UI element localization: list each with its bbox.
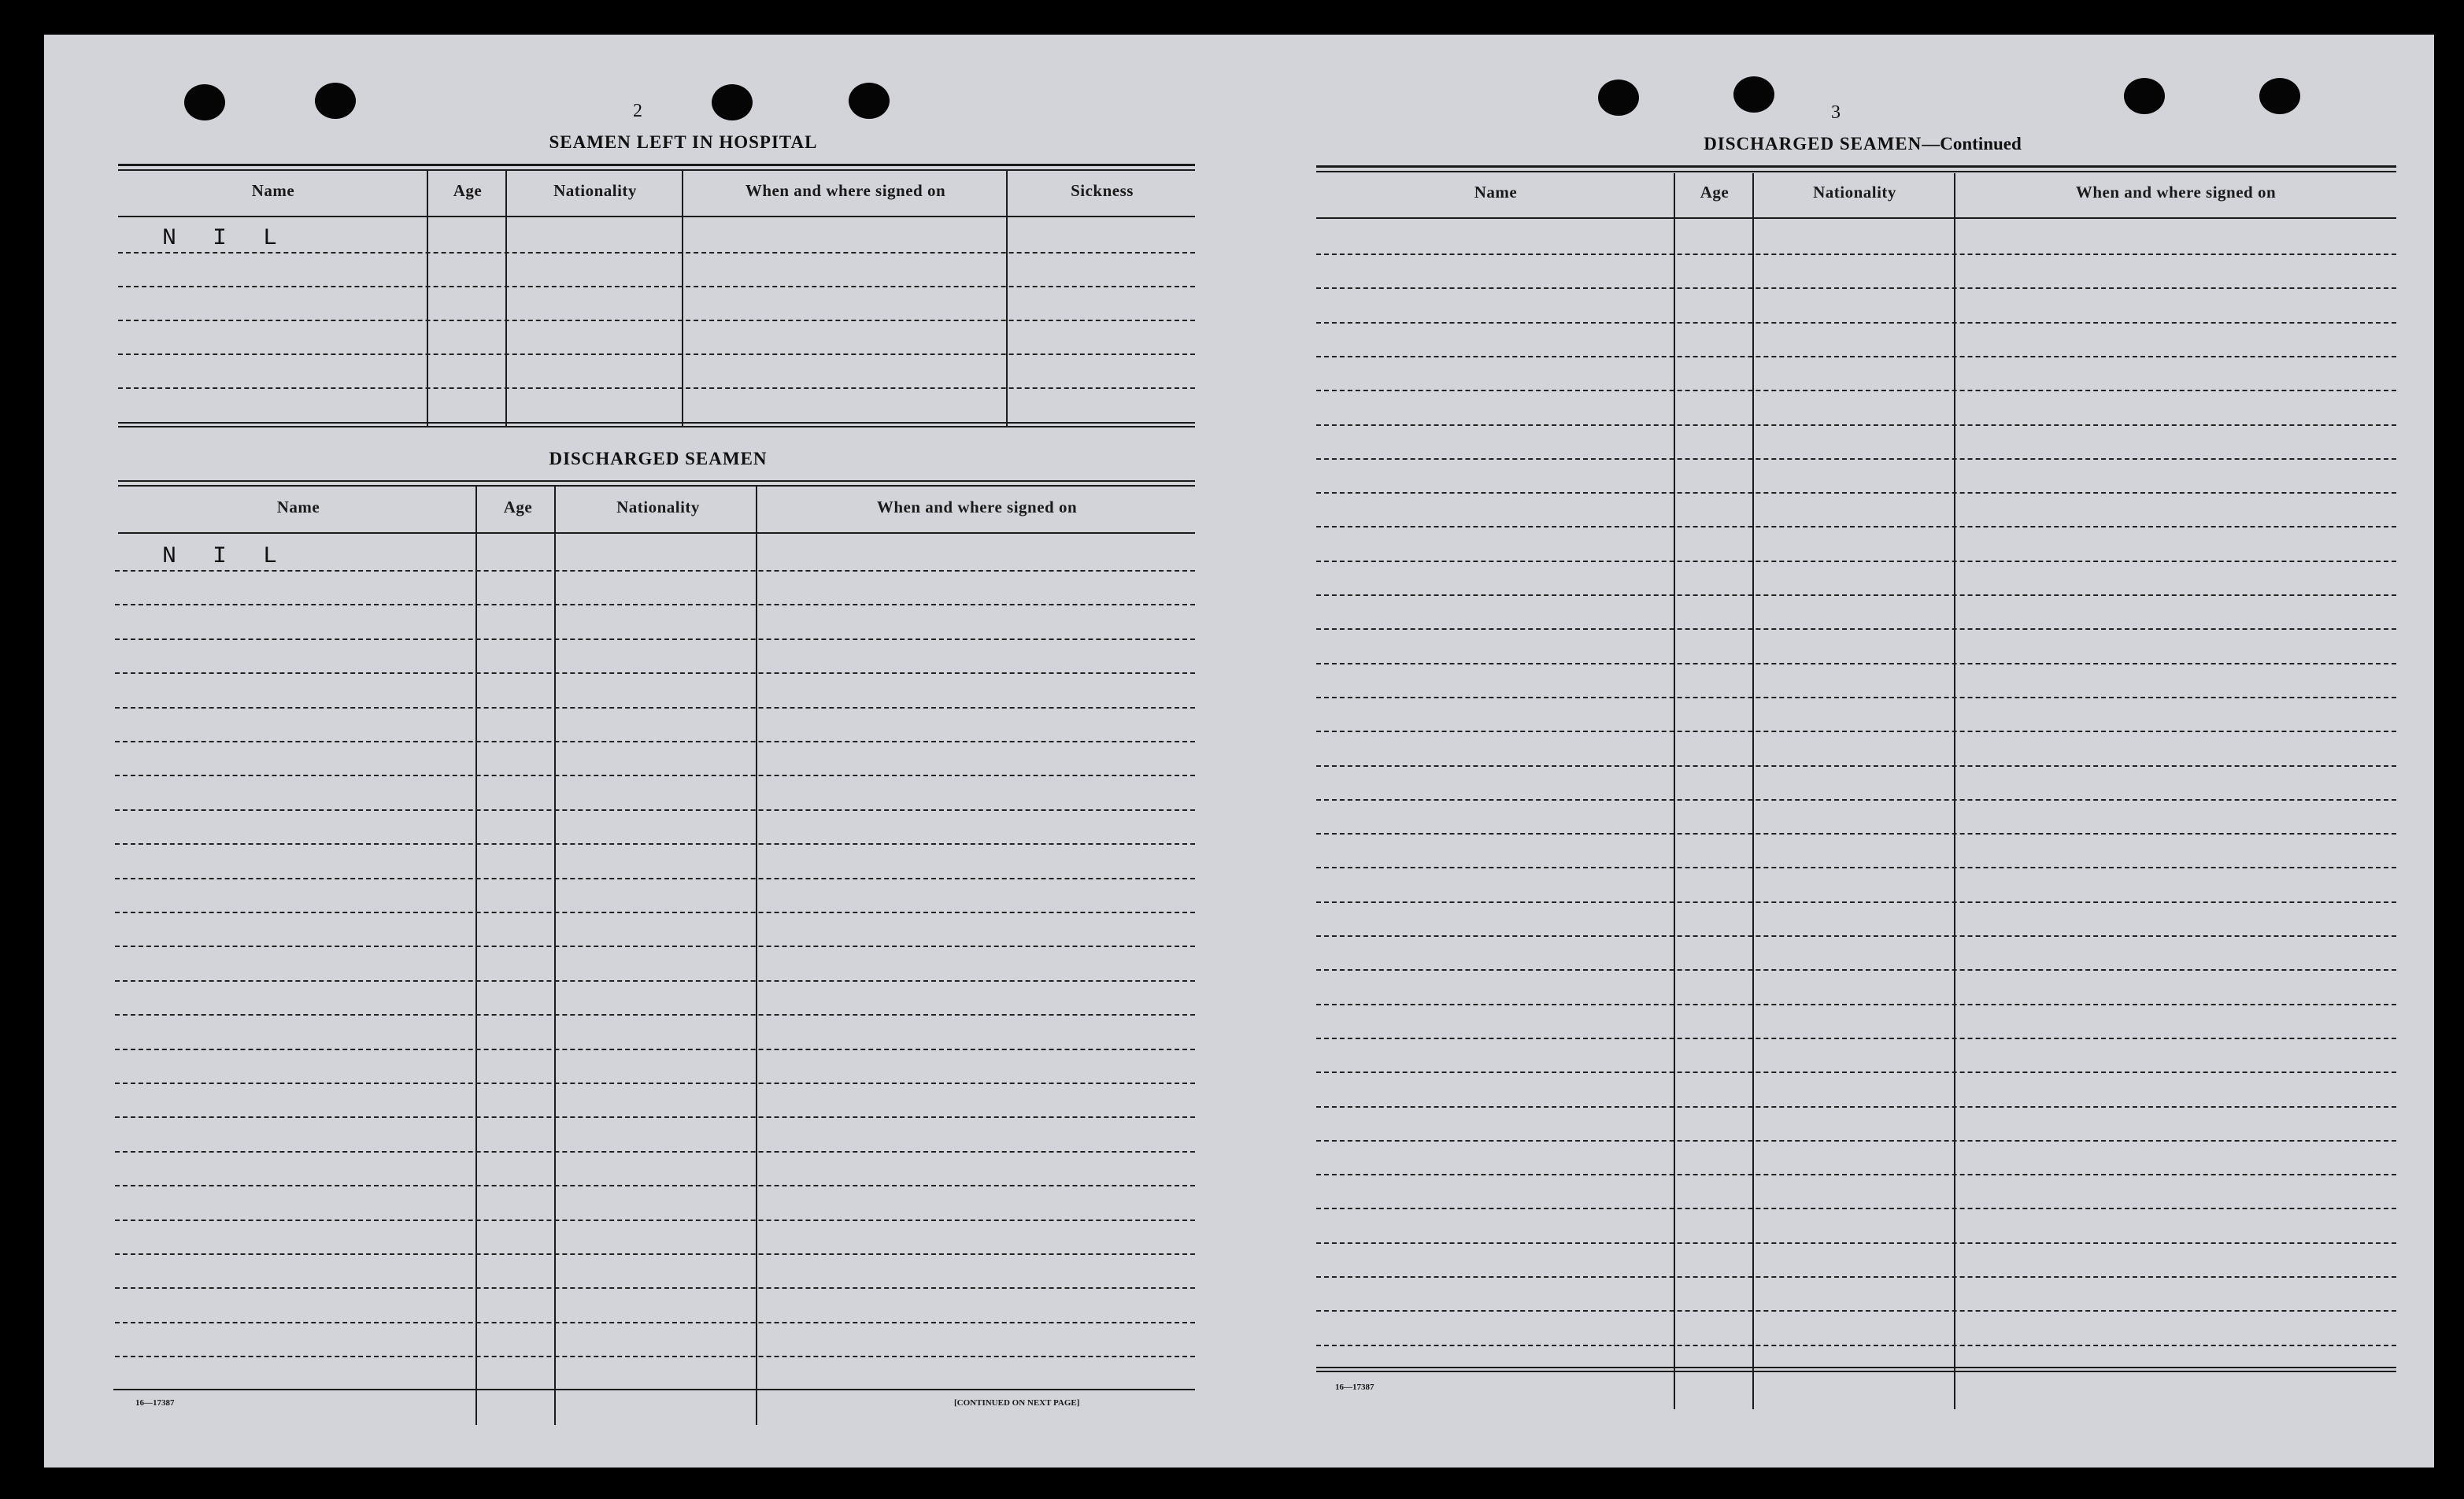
entry-line [115, 1014, 1195, 1016]
entry-line [115, 980, 1195, 982]
entry-line [115, 707, 1195, 709]
entry-line [1316, 1038, 2396, 1039]
discharged-continued-title [1587, 134, 2138, 154]
table-bottom-rule [1316, 1367, 2396, 1368]
form-number: 16—17387 [135, 1398, 175, 1408]
column-header-age: Age [453, 181, 483, 200]
entry-line [1316, 1276, 2396, 1278]
entry-line [1316, 1140, 2396, 1142]
column-divider [1674, 173, 1675, 1409]
column-header-name: Name [1474, 183, 1518, 202]
entry-line [1316, 628, 2396, 630]
entry-line [1316, 765, 2396, 767]
entry-line [1316, 1106, 2396, 1108]
table-top-rule [118, 169, 1195, 171]
column-header-when-where: When and where signed on [876, 498, 1078, 516]
table-bottom-rule [118, 422, 1195, 424]
entry-line [1316, 1072, 2396, 1073]
header-rule [118, 532, 1195, 534]
column-header-sickness: Sickness [1071, 181, 1134, 200]
table-top-rule [118, 480, 1195, 482]
entry-line [1316, 1004, 2396, 1005]
entry-line [115, 1253, 1195, 1255]
entry-line [118, 353, 1195, 355]
column-header-name: Name [276, 498, 320, 516]
entry-line [115, 1356, 1195, 1357]
column-header-when-where: When and where signed on [745, 181, 946, 200]
column-header-age: Age [1700, 183, 1730, 202]
table-top-rule [1316, 165, 2396, 168]
hospital-section-title: SEAMEN LEFT IN HOSPITAL [549, 132, 818, 152]
punch-hole [1598, 80, 1639, 116]
entry-line [115, 1116, 1195, 1118]
entry-line [118, 252, 1195, 254]
entry-line [1316, 526, 2396, 527]
form-number: 16—17387 [1335, 1382, 1374, 1392]
column-divider [1954, 173, 1955, 1409]
entry-line [115, 946, 1195, 947]
discharged-section-title: DISCHARGED SEAMEN [549, 449, 768, 468]
punch-hole [315, 83, 356, 119]
column-header-when-where: When and where signed on [2075, 183, 2277, 202]
page-number: 2 [633, 101, 642, 121]
column-header-nationality: Nationality [553, 181, 637, 200]
column-divider [756, 487, 757, 1425]
continued-note: [CONTINUED ON NEXT PAGE] [954, 1398, 1080, 1408]
table-bottom-rule [118, 426, 1195, 427]
table-top-rule [118, 164, 1195, 166]
entry-line [115, 1185, 1195, 1186]
entry-line [1316, 833, 2396, 835]
page-number: 3 [1831, 102, 1841, 123]
column-header-name: Name [251, 181, 295, 200]
entry-line [1316, 254, 2396, 255]
entry-line [115, 843, 1195, 845]
entry-line [115, 570, 1195, 572]
column-divider [554, 487, 556, 1425]
entry-line [115, 1322, 1195, 1323]
entry-line [1316, 969, 2396, 971]
discharged-entry-name: N I L [162, 543, 289, 570]
table-top-rule [118, 485, 1195, 487]
entry-line [1316, 901, 2396, 903]
entry-line [1316, 663, 2396, 664]
punch-hole [2259, 78, 2300, 114]
entry-line [115, 741, 1195, 742]
entry-line [1316, 1310, 2396, 1312]
entry-line [115, 1287, 1195, 1289]
entry-line [115, 1151, 1195, 1153]
entry-line [115, 1049, 1195, 1050]
punch-hole [849, 83, 890, 119]
entry-line [1316, 561, 2396, 562]
entry-line [115, 672, 1195, 674]
entry-line [1316, 492, 2396, 494]
hospital-entry-name: N I L [162, 225, 289, 252]
header-rule [1316, 217, 2396, 219]
entry-line [1316, 799, 2396, 801]
section-title: DISCHARGED SEAMEN [1704, 134, 1922, 154]
entry-line [1316, 1242, 2396, 1244]
entry-line [1316, 594, 2396, 596]
entry-line [115, 1220, 1195, 1221]
continued-suffix: —Continued [1922, 134, 2022, 154]
entry-line [1316, 424, 2396, 426]
entry-line [1316, 390, 2396, 391]
table-bottom-rule [1316, 1371, 2396, 1372]
table-bottom-rule [113, 1389, 1195, 1390]
entry-line [1316, 1208, 2396, 1209]
entry-line [1316, 287, 2396, 289]
entry-line [118, 320, 1195, 321]
punch-hole [2124, 78, 2165, 114]
punch-hole [184, 84, 225, 120]
entry-line [1316, 322, 2396, 324]
entry-line [118, 286, 1195, 287]
entry-line [115, 809, 1195, 811]
column-divider [1752, 173, 1754, 1409]
entry-line [115, 1083, 1195, 1084]
column-divider [475, 487, 477, 1425]
header-rule [118, 216, 1195, 217]
table-top-rule [1316, 171, 2396, 172]
column-header-nationality: Nationality [1813, 183, 1896, 202]
document-sheet [44, 35, 2434, 1468]
entry-line [1316, 697, 2396, 698]
entry-line [115, 878, 1195, 879]
entry-line [115, 604, 1195, 605]
entry-line [1316, 867, 2396, 868]
entry-line [1316, 356, 2396, 357]
entry-line [1316, 1174, 2396, 1175]
column-header-nationality: Nationality [616, 498, 700, 516]
entry-line [118, 387, 1195, 389]
entry-line [1316, 458, 2396, 460]
entry-line [1316, 1345, 2396, 1346]
punch-hole [1733, 76, 1774, 113]
punch-hole [712, 84, 753, 120]
entry-line [115, 638, 1195, 640]
column-header-age: Age [503, 498, 533, 516]
entry-line [115, 912, 1195, 913]
entry-line [1316, 935, 2396, 937]
entry-line [115, 775, 1195, 776]
entry-line [1316, 731, 2396, 732]
